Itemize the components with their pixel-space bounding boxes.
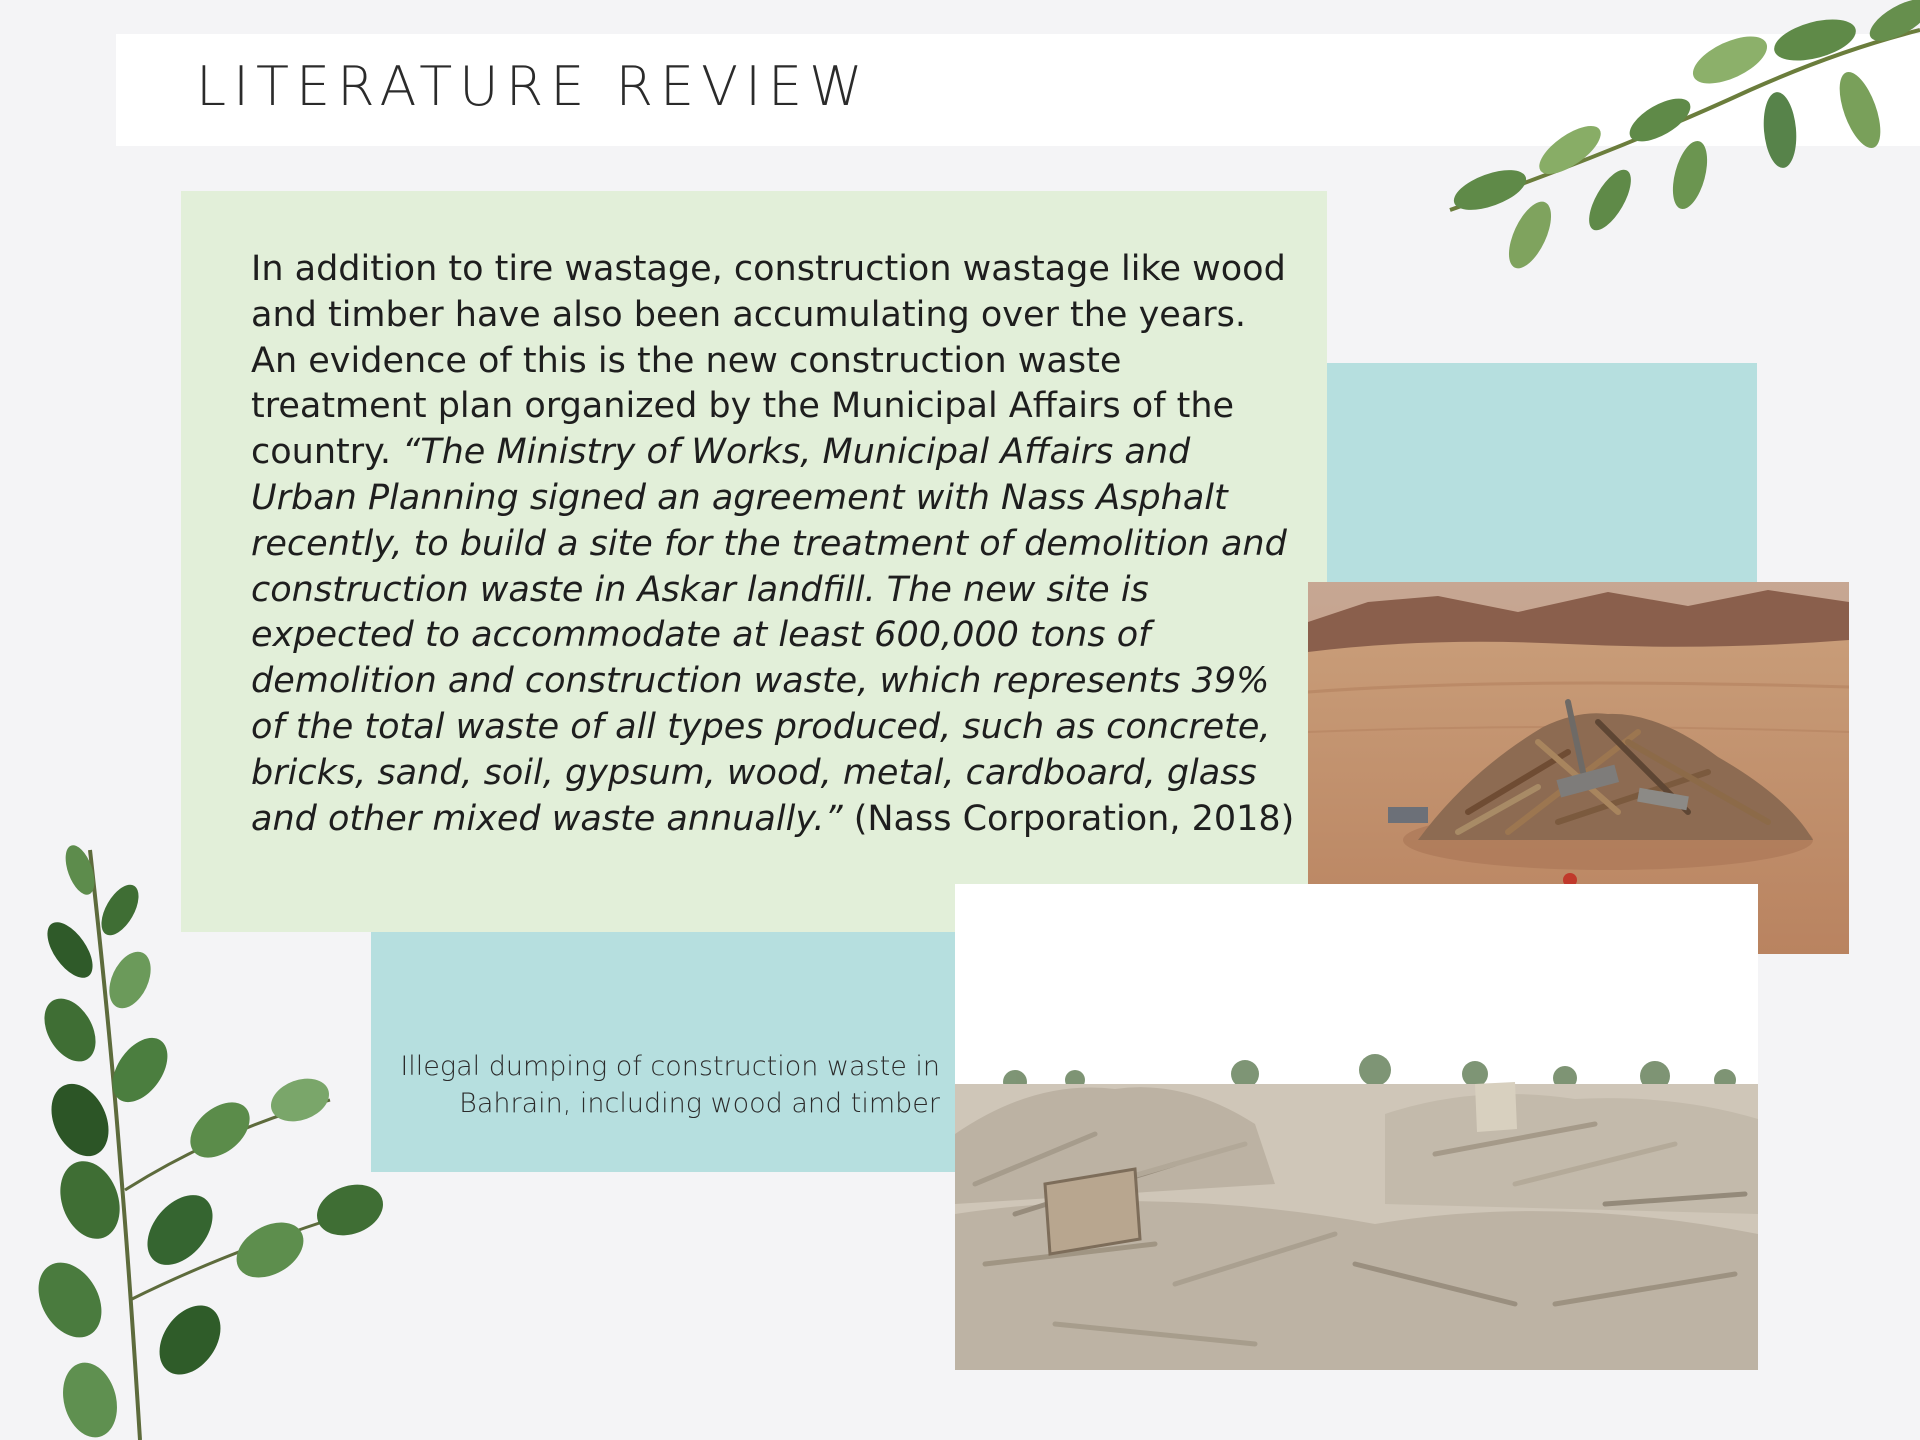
paragraph-intro: In addition to tire wastage, construction wastage like wood and timber have also been accumulating over the years. An evidence of this is the new construction waste treatment plan organized by the Municipal Affairs of the country. bbox=[251, 249, 1286, 473]
paragraph-quote: “The Ministry of Works, Municipal Affairs and Urban Planning signed an agreement with Nass Asphalt recently, to build a site for the treatment of demolition and construction waste in Askar landfill. The new site is expected to accommodate at least 600,000 tons of demolition and construction waste, which represents 39% of the total waste of all types produced, such as concrete, bricks, sand, soil, gypsum, wood, metal, cardboard, glass and other mixed waste annually.” bbox=[251, 432, 1287, 839]
paragraph-citation: (Nass Corporation, 2018) bbox=[842, 798, 1295, 839]
leaf-branch-icon bbox=[1420, 0, 1920, 280]
timber-dumping-image bbox=[955, 884, 1758, 1370]
photo-caption: Illegal dumping of construction waste in Bahrain, including wood and timber bbox=[400, 1051, 940, 1119]
slide-title: LITERATURE REVIEW bbox=[196, 55, 870, 118]
body-paragraph bbox=[251, 247, 1296, 842]
teal-accent-block-right bbox=[1325, 363, 1757, 585]
photo-timber-dumping bbox=[955, 884, 1758, 1370]
eucalyptus-branch-icon bbox=[0, 830, 400, 1440]
